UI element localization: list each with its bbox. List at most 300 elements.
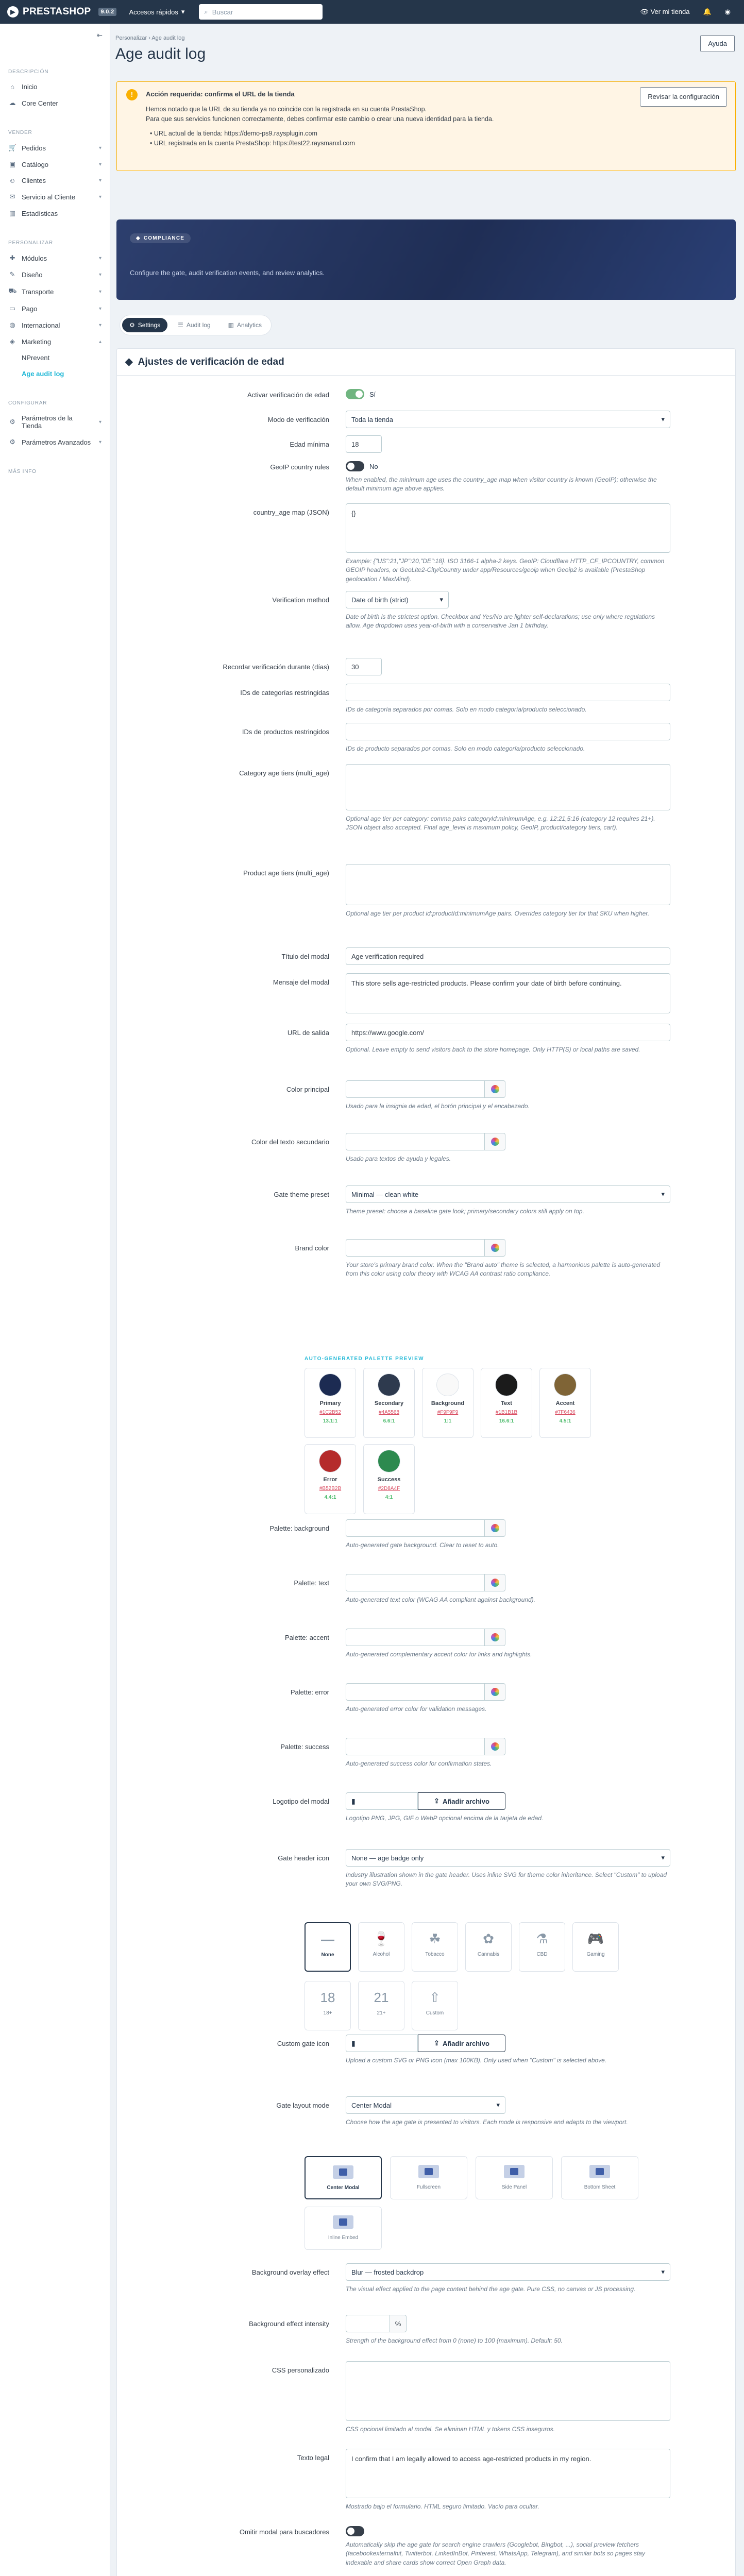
field-label: GeoIP country rules	[270, 463, 329, 471]
geoip-toggle[interactable]	[346, 461, 364, 471]
chevron-down-icon: ▾	[98, 145, 102, 151]
sidebar-item-label: Pedidos	[22, 144, 46, 152]
header-icon-option[interactable]	[412, 1981, 458, 2030]
sidebar-item-transporte[interactable]	[0, 283, 110, 300]
header-icon-option[interactable]	[465, 1922, 512, 1972]
search-input[interactable]	[199, 4, 323, 20]
swatch-hex: #F9F9F9	[437, 1410, 459, 1415]
settings-icon: ⚙	[9, 418, 15, 426]
palette-swatch	[363, 1444, 415, 1514]
layout-preview-icon	[589, 2165, 610, 2178]
help-text: Optional age tier per category: comma pairs categoryId:minimumAge, e.g. 12:21,5:16 (category 12 requires 21+). JSON object also accepted. Final age_level is maximum policy, GeoIP, product/category tiers, cart).	[346, 815, 655, 832]
alert-current-url: • URL actual de la tienda: https://demo-ps9.raysplugin.com	[150, 130, 317, 138]
help-text: CSS opcional limitado al modal. Se eliminan HTML y tokens CSS inseguros.	[346, 2426, 555, 2433]
input-value: Age verification required	[351, 952, 424, 960]
chevron-down-icon: ▾	[98, 255, 102, 261]
sidebar-item-marketing[interactable]	[0, 333, 110, 350]
upload-icon: ⇪	[434, 1797, 439, 1805]
tab-analytics[interactable]	[221, 318, 269, 332]
swatch-contrast: 4.5:1	[559, 1418, 571, 1424]
breadcrumb-item[interactable]: Personalizar	[115, 35, 147, 41]
tab-audit-log[interactable]	[171, 318, 217, 332]
help-text: Logotipo PNG, JPG, GIF o WebP opcional encima de la tarjeta de edad.	[346, 1815, 544, 1822]
modal-message-textarea[interactable]	[346, 973, 670, 1013]
palette-text-picker[interactable]	[346, 1574, 505, 1591]
layout-mode-option[interactable]	[561, 2156, 638, 2199]
layout-mode-option[interactable]	[476, 2156, 553, 2199]
sidebar-item-label: Módulos	[22, 254, 47, 262]
sidebar-item-clientes[interactable]	[0, 173, 110, 189]
option-label: Custom	[426, 2010, 444, 2016]
breadcrumb: Personalizar › Age audit log	[115, 35, 185, 41]
chevron-up-icon: ▴	[98, 338, 102, 345]
user-avatar-icon[interactable]: ◉	[724, 8, 731, 15]
file-icon: ▮	[346, 1792, 418, 1810]
swatch-color	[319, 1450, 342, 1472]
layout-mode-option[interactable]	[305, 2207, 382, 2250]
sidebar-item-age-audit-log[interactable]	[0, 366, 110, 382]
swatch-name: Accent	[555, 1400, 575, 1406]
option-icon: ☘	[429, 1931, 441, 1946]
color-wheel-icon[interactable]	[485, 1738, 505, 1755]
palette-success-picker[interactable]	[346, 1738, 505, 1755]
palette-preview-title: AUTO-GENERATED PALETTE PREVIEW	[305, 1356, 425, 1362]
palette-swatch	[305, 1368, 356, 1438]
field-label: Product age tiers (multi_age)	[243, 869, 329, 877]
help-text: Auto-generated error color for validation messages.	[346, 1705, 487, 1713]
exit-url-input[interactable]	[346, 1024, 670, 1041]
brand-color-picker[interactable]	[346, 1239, 505, 1257]
compliance-banner	[116, 219, 736, 300]
option-label: Side Panel	[501, 2184, 527, 2190]
chevron-down-icon: ▾	[98, 161, 102, 167]
shield-icon: ◆	[136, 235, 141, 241]
logo-text: PRESTASHOP	[23, 6, 91, 17]
overlay-effect-select[interactable]	[346, 2263, 670, 2281]
custom-css-textarea[interactable]	[346, 2361, 670, 2421]
palette-swatch	[363, 1368, 415, 1438]
header-icon-option[interactable]	[305, 1922, 351, 1972]
verification-method-select[interactable]	[346, 591, 449, 608]
swatch-hex: #B52B2B	[319, 1486, 342, 1492]
input-value: https://www.google.com/	[351, 1028, 424, 1037]
header-icon-option[interactable]	[358, 1981, 404, 2030]
field-label: Color principal	[286, 1086, 329, 1093]
page-title: Age audit log	[115, 45, 206, 62]
percent-addon: %	[390, 2315, 407, 2332]
view-store-link[interactable]: 👁 Ver mi tienda	[640, 8, 690, 15]
swatch-color	[378, 1374, 400, 1396]
search-icon: ⌕	[204, 8, 208, 15]
help-text: Automatically skip the age gate for search engine crawlers (Googlebot, Bingbot, ...), social preview fetchers (facebookexternalhit, Twitterbot, LinkedInBot, Pinterest, WhatsApp, Telegram), and similar bots so pages stay indexable and share cards show correct Open Graph data.	[346, 2541, 645, 2566]
sidebar-item-servicio[interactable]	[0, 189, 110, 205]
custom-icon-upload[interactable]	[346, 2035, 505, 2052]
field-label: Verification method	[272, 596, 329, 604]
store-url-alert	[116, 81, 736, 171]
field-label: Gate layout mode	[276, 2102, 329, 2109]
swatch-color	[436, 1374, 459, 1396]
swatch-name: Success	[377, 1477, 401, 1483]
sidebar-item-parametros-avanzados[interactable]	[0, 434, 110, 450]
field-label: Logotipo del modal	[273, 1798, 329, 1805]
selected-value: Blur — frosted backdrop	[351, 2268, 424, 2276]
sidebar-item-core-center[interactable]	[0, 95, 110, 111]
swatch-name: Error	[323, 1477, 337, 1483]
version-badge: 9.0.2	[98, 8, 117, 16]
selected-value: Center Modal	[351, 2101, 392, 2109]
alert-text: Para que sus servicios funcionen correctamente, debes confirmar este cambio o crear una nueva identidad para la tienda.	[146, 115, 494, 123]
field-label: Brand color	[295, 1244, 329, 1252]
chevron-down-icon: ▾	[98, 306, 102, 312]
alert-registered-url: • URL registrada en la cuenta PrestaShop: https://test22.raysmanxl.com	[150, 140, 355, 147]
help-text: Your store's primary brand color. When the "Brand auto" theme is selected, a harmonious palette is auto-generated from this color using color theory with WCAG AA contrast ratio compliance.	[346, 1261, 661, 1278]
help-text: Example: {"US":21,"JP":20,"DE":18}. ISO 3166-1 alpha-2 keys. GeoIP: Cloudflare HTTP_CF_IPCOUNTRY, common GEOIP headers, or GeoLite2-City/Country under app/Resources/geoip when Geoip2 is available (PrestaShop geolocation / MaxMind).	[346, 557, 665, 583]
help-text: The visual effect applied to the page content behind the age gate. Pure CSS, no canvas or JS processing.	[346, 2285, 636, 2293]
view-store-label: Ver mi tienda	[650, 8, 690, 15]
chevron-down-icon: ▾	[98, 272, 102, 278]
restricted-categories-input[interactable]	[346, 684, 670, 701]
sidebar-item-pago[interactable]	[0, 300, 110, 317]
layout-mode-option[interactable]	[305, 2156, 382, 2199]
help-text: Auto-generated gate background. Clear to reset to auto.	[346, 1541, 499, 1549]
sidebar-item-label: Catálogo	[22, 160, 49, 168]
help-text: Upload a custom SVG or PNG icon (max 100KB). Only used when "Custom" is selected above.	[346, 2057, 607, 2064]
selected-value: Minimal — clean white	[351, 1190, 419, 1198]
notifications-icon[interactable]: 🔔	[703, 8, 712, 15]
search-placeholder: Buscar	[212, 8, 233, 16]
sidebar-item-label: NPrevent	[22, 354, 50, 362]
option-icon: 21	[374, 1990, 389, 2005]
option-label: None	[321, 1952, 334, 1958]
sidebar-item-inicio[interactable]	[0, 79, 110, 95]
logo-icon: ▶	[7, 6, 19, 18]
field-label: Palette: text	[294, 1579, 329, 1587]
palette-swatch	[422, 1368, 474, 1438]
color-wheel-icon[interactable]	[485, 1629, 505, 1646]
sidebar-item-diseno[interactable]	[0, 266, 110, 283]
collapse-sidebar-icon[interactable]: ⇤	[96, 31, 103, 39]
sidebar	[0, 24, 110, 2576]
country-age-textarea[interactable]	[346, 503, 670, 553]
color-wheel-icon[interactable]	[485, 1133, 505, 1150]
verification-mode-select[interactable]	[346, 411, 670, 428]
field-label: IDs de productos restringidos	[242, 728, 329, 736]
input-value: {}	[351, 510, 356, 517]
option-icon: 🎮	[587, 1931, 604, 1946]
quick-access-menu[interactable]	[129, 8, 184, 16]
chevron-down-icon: ▾	[98, 439, 102, 445]
modal-logo-upload[interactable]	[346, 1792, 505, 1810]
add-file-label: Añadir archivo	[442, 1797, 489, 1805]
color-wheel-icon[interactable]	[485, 1574, 505, 1591]
swatch-contrast: 13.1:1	[323, 1418, 338, 1424]
tab-settings[interactable]	[122, 318, 167, 332]
effect-intensity-input[interactable]	[346, 2315, 390, 2332]
color-wheel-icon[interactable]	[485, 1683, 505, 1701]
swatch-color	[319, 1374, 342, 1396]
sidebar-item-label: Parámetros de la Tienda	[21, 414, 73, 430]
palette-error-picker[interactable]	[346, 1683, 505, 1701]
chat-icon: ✉	[9, 193, 15, 200]
swatch-color	[554, 1374, 577, 1396]
chevron-down-icon: ▾	[496, 2101, 500, 2109]
field-label: Recordar verificación durante (días)	[223, 663, 329, 671]
chevron-down-icon: ▾	[98, 178, 102, 183]
header-icon-option[interactable]	[572, 1922, 619, 1972]
palette-swatch	[305, 1444, 356, 1514]
breadcrumb-current: Age audit log	[151, 35, 185, 41]
selected-value: None — age badge only	[351, 1854, 424, 1862]
top-bar	[0, 0, 744, 24]
sidebar-item-parametros-tienda[interactable]	[0, 410, 110, 434]
option-icon: ⇧	[429, 1990, 441, 2005]
help-text: Industry illustration shown in the gate header. Uses inline SVG for theme color inheritance. Select "Custom" to upload your own SVG/PNG.	[346, 1871, 667, 1888]
field-label: Gate header icon	[278, 1854, 329, 1862]
sidebar-item-modulos[interactable]	[0, 250, 110, 266]
swatch-name: Background	[431, 1400, 465, 1406]
cloud-icon: ☁	[9, 99, 16, 107]
category-tiers-textarea[interactable]	[346, 764, 670, 810]
field-label: CSS personalizado	[272, 2366, 329, 2374]
chevron-down-icon: ▾	[98, 419, 102, 425]
alert-text: Hemos notado que la URL de su tienda ya no coincide con la registrada en su cuenta PrestaShop.	[146, 105, 427, 113]
restricted-products-input[interactable]	[346, 723, 670, 740]
toggle-state: Sí	[369, 390, 376, 398]
field-label: IDs de categorías restringidas	[240, 689, 329, 697]
globe-icon: ◍	[9, 321, 15, 329]
prestashop-logo[interactable]	[0, 6, 116, 18]
help-text: Auto-generated success color for confirmation states.	[346, 1760, 492, 1767]
help-text: Usado para la insignia de edad, el botón principal y el encabezado.	[346, 1103, 530, 1110]
option-label: Gaming	[586, 1952, 605, 1957]
puzzle-icon: ✚	[9, 254, 15, 262]
field-label: Activar verificación de edad	[247, 391, 329, 399]
tab-label: Analytics	[236, 321, 262, 329]
swatch-hex: #4A5568	[378, 1410, 400, 1415]
swatch-hex: #1C2B52	[319, 1410, 341, 1415]
upload-icon: ⇪	[434, 2039, 439, 2047]
chart-icon: ▥	[228, 321, 234, 329]
chevron-down-icon: ▾	[661, 415, 665, 423]
help-text: Theme preset: choose a baseline gate look; primary/secondary colors still apply on top.	[346, 1208, 584, 1215]
chevron-down-icon: ▾	[439, 596, 443, 603]
layout-preview-icon	[333, 2165, 353, 2179]
quick-access-label: Accesos rápidos	[129, 8, 178, 16]
banner-subtitle: Configure the gate, audit verification events, and review analytics.	[130, 269, 325, 277]
layout-mode-option[interactable]	[390, 2156, 467, 2199]
catalog-icon: ▣	[9, 160, 16, 168]
enable-toggle[interactable]	[346, 389, 364, 399]
field-label: Omitir modal para buscadores	[239, 2528, 329, 2536]
field-label: Mensaje del modal	[273, 978, 329, 986]
sidebar-item-pedidos[interactable]	[0, 140, 110, 156]
payment-icon: ▭	[9, 304, 16, 312]
layout-preview-icon	[504, 2165, 525, 2178]
option-label: Cannabis	[477, 1952, 500, 1957]
tab-bar	[120, 315, 272, 335]
file-icon: ▮	[346, 2035, 418, 2052]
field-label: Gate theme preset	[274, 1191, 329, 1198]
remember-days-input[interactable]	[346, 658, 382, 675]
field-label: Custom gate icon	[277, 2040, 329, 2047]
swatch-name: Primary	[319, 1400, 341, 1406]
option-label: 21+	[377, 2010, 386, 2016]
help-text: Auto-generated text color (WCAG AA compliant against background).	[346, 1596, 535, 1603]
add-file-label: Añadir archivo	[442, 2039, 489, 2047]
help-text: Optional. Leave empty to send visitors back to the store homepage. Only HTTP(S) or local paths are saved.	[346, 1046, 640, 1053]
field-label: Modo de verificación	[267, 416, 329, 423]
chevron-down-icon: ▾	[98, 322, 102, 328]
option-label: Tobacco	[425, 1952, 445, 1957]
review-configuration-button[interactable]: Revisar la configuración	[640, 87, 727, 107]
secondary-color-picker[interactable]	[346, 1133, 505, 1150]
swatch-contrast: 4.4:1	[324, 1495, 336, 1500]
header-icon-select[interactable]	[346, 1849, 670, 1867]
input-value: I confirm that I am legally allowed to access age-restricted products in my region.	[351, 2455, 591, 2463]
help-text: Date of birth is the strictest option. Checkbox and Yes/No are lighter self-declarations; use only where regulations allow. Age dropdown uses year-of-birth with a conservative Jan 1 birthday.	[346, 613, 655, 630]
input-value: This store sells age-restricted products. Please confirm your date of birth before continuing.	[351, 979, 622, 987]
field-label: Título del modal	[281, 953, 329, 960]
input-value: 30	[351, 663, 359, 671]
swatch-contrast: 1:1	[444, 1418, 452, 1424]
section-label: CONFIGURAR	[8, 400, 47, 406]
toggle-state: No	[369, 462, 378, 470]
chevron-down-icon: ▾	[181, 8, 185, 15]
stats-icon: ▥	[9, 209, 16, 217]
sidebar-item-label: Clientes	[22, 177, 46, 184]
truck-icon: ⛟	[8, 287, 17, 295]
palette-background-picker[interactable]	[346, 1519, 505, 1537]
orders-icon: 🛒	[8, 144, 17, 151]
help-text: IDs de producto separados por comas. Solo en modo categoría/producto seleccionado.	[346, 745, 585, 752]
option-icon: 18	[320, 1990, 335, 2005]
compliance-pill	[130, 233, 191, 243]
compliance-label: COMPLIANCE	[143, 235, 185, 241]
header-icon-option[interactable]	[305, 1981, 351, 2030]
advanced-settings-icon: ⚙	[9, 438, 15, 446]
swatch-color	[495, 1374, 518, 1396]
chevron-down-icon: ▾	[98, 194, 102, 200]
palette-accent-picker[interactable]	[346, 1629, 505, 1646]
section-label: PERSONALIZAR	[8, 240, 53, 246]
settings-card	[116, 348, 736, 2576]
home-icon: ⌂	[10, 83, 14, 91]
help-text: Usado para textos de ayuda y legales.	[346, 1155, 451, 1162]
list-icon: ☰	[178, 321, 183, 329]
option-label: CBD	[536, 1952, 548, 1957]
sidebar-item-nprevent[interactable]	[0, 350, 110, 366]
option-label: Alcohol	[373, 1952, 390, 1957]
input-value: 18	[351, 440, 359, 448]
sidebar-item-internacional[interactable]	[0, 317, 110, 333]
selected-value: Date of birth (strict)	[351, 596, 409, 604]
card-header	[117, 349, 735, 376]
alert-title: Acción requerida: confirma el URL de la tienda	[146, 90, 295, 98]
design-icon: ✎	[9, 270, 15, 278]
sidebar-item-label: Marketing	[22, 337, 52, 346]
chevron-down-icon: ▾	[661, 2268, 665, 2276]
swatch-name: Secondary	[374, 1400, 404, 1406]
section-label: VENDER	[8, 130, 32, 135]
help-text: Auto-generated complementary accent color for links and highlights.	[346, 1651, 532, 1658]
sidebar-item-catalogo[interactable]	[0, 156, 110, 173]
swatch-hex: #1B1B1B	[495, 1410, 518, 1415]
header-icon-option[interactable]	[519, 1922, 565, 1972]
skip-bots-toggle[interactable]	[346, 2526, 364, 2536]
option-label: Fullscreen	[416, 2184, 441, 2190]
field-label: Edad mínima	[290, 440, 329, 448]
layout-mode-select[interactable]	[346, 2096, 505, 2114]
option-icon: ⚗	[536, 1931, 548, 1946]
help-button[interactable]: Ayuda	[700, 35, 735, 52]
primary-color-picker[interactable]	[346, 1080, 505, 1098]
product-tiers-textarea[interactable]	[346, 864, 670, 905]
chevron-down-icon: ▾	[661, 1190, 665, 1198]
sidebar-item-label: Parámetros Avanzados	[22, 438, 91, 446]
add-file-button[interactable]	[418, 2035, 505, 2052]
min-age-input[interactable]	[346, 435, 382, 453]
swatch-contrast: 6.6:1	[383, 1418, 395, 1424]
color-wheel-icon[interactable]	[485, 1519, 505, 1537]
help-text: Choose how the age gate is presented to visitors. Each mode is responsive and adapts to the viewport.	[346, 2119, 628, 2126]
sidebar-item-label: Internacional	[22, 321, 60, 329]
palette-swatch	[539, 1368, 591, 1438]
option-icon: —	[321, 1931, 334, 1947]
field-label: Category age tiers (multi_age)	[239, 769, 329, 777]
help-text: Mostrado bajo el formulario. HTML seguro limitado. Vacío para ocultar.	[346, 2503, 539, 2510]
help-text: When enabled, the minimum age uses the country_age map when visitor country is known (GeoIP); otherwise the default minimum age above applies.	[346, 476, 657, 493]
sidebar-item-estadisticas[interactable]	[0, 205, 110, 222]
section-label: MÁS INFO	[8, 469, 37, 474]
help-text: IDs de categoría separados por comas. Solo en modo categoría/producto seleccionado.	[346, 706, 587, 713]
field-label: Palette: success	[280, 1743, 329, 1751]
modal-title-input[interactable]	[346, 947, 670, 965]
help-text: Optional age tier per product id:productId:minimumAge pairs. Overrides category tier for that SKU when higher.	[346, 910, 650, 917]
swatch-contrast: 4:1	[385, 1495, 393, 1500]
chevron-down-icon: ▾	[98, 289, 102, 295]
swatch-hex: #2D8A4F	[378, 1486, 400, 1492]
color-wheel-icon[interactable]	[485, 1080, 505, 1098]
sidebar-item-label: Servicio al Cliente	[22, 193, 76, 201]
sidebar-item-label: Inicio	[22, 83, 38, 91]
sidebar-item-label: Pago	[22, 304, 38, 313]
marketing-icon: ◈	[10, 337, 15, 345]
add-file-button[interactable]	[418, 1792, 505, 1810]
customers-icon: ☺	[9, 177, 16, 184]
chevron-down-icon: ▾	[661, 1854, 665, 1861]
option-label: Bottom Sheet	[584, 2184, 616, 2190]
tab-label: Settings	[138, 321, 161, 329]
warning-icon: !	[126, 89, 138, 100]
shield-check-icon: ◆	[125, 357, 133, 367]
field-label: country_age map (JSON)	[253, 509, 329, 516]
header-icon-option[interactable]	[412, 1922, 458, 1972]
header-icon-option[interactable]	[358, 1922, 404, 1972]
field-label: Palette: error	[290, 1688, 329, 1696]
swatch-name: Text	[501, 1400, 512, 1406]
field-label: URL de salida	[287, 1029, 329, 1037]
legal-text-textarea[interactable]	[346, 2449, 670, 2498]
layout-preview-icon	[333, 2215, 353, 2229]
theme-preset-select[interactable]	[346, 1185, 670, 1203]
color-wheel-icon[interactable]	[485, 1239, 505, 1257]
field-label: Palette: background	[269, 1524, 329, 1532]
gear-icon: ⚙	[129, 321, 135, 329]
help-text: Strength of the background effect from 0 (none) to 100 (maximum). Default: 50.	[346, 2337, 563, 2344]
tab-label: Audit log	[186, 321, 211, 329]
card-title: Ajustes de verificación de edad	[138, 356, 284, 367]
sidebar-item-label: Transporte	[22, 287, 54, 296]
